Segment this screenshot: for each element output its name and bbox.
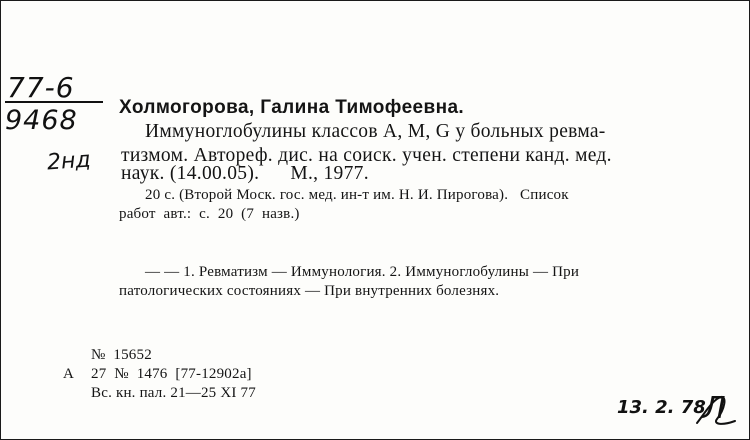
shelfmark-top: 77-6 [7,71,75,104]
subject-line-1: — — 1. Ревматизм — Иммунология. 2. Иммуноглобулины — При [145,264,580,280]
title-line-1: Иммуноглобулины классов A, M, G у больных ревма- [145,121,606,142]
author-heading: Холмогорова, Галина Тимофеевна. [119,97,465,118]
stamp-date: 13. 2. 78 [617,397,706,418]
details-line-1: 20 с. (Второй Моск. гос. мед. ин-т им. Н. И. Пирогова). Список [145,187,569,203]
details-line-2: работ авт.: с. 20 (7 назв.) [119,206,300,222]
shelfmark-divider [5,101,103,103]
title-line-2: тизмом. Автореф. дис. на соиск. учен. степени канд. мед. [121,145,612,166]
subject-line-2: патологических состояниях — При внутренних болезнях. [119,283,500,299]
registry-letter: А [63,366,75,382]
number-line: № 15652 [91,347,152,363]
stamp-initial: Л [703,391,726,426]
registry-line: 27 № 1476 [77-12902а] [91,366,252,382]
shelfmark-note: 2нд [46,147,92,176]
signature-flourish [691,393,741,431]
issue-line: Вс. кн. пал. 21—25 XI 77 [91,385,256,401]
title-line-3: наук. (14.00.05). М., 1977. [121,163,369,184]
shelfmark-bottom: 9468 [5,105,78,136]
